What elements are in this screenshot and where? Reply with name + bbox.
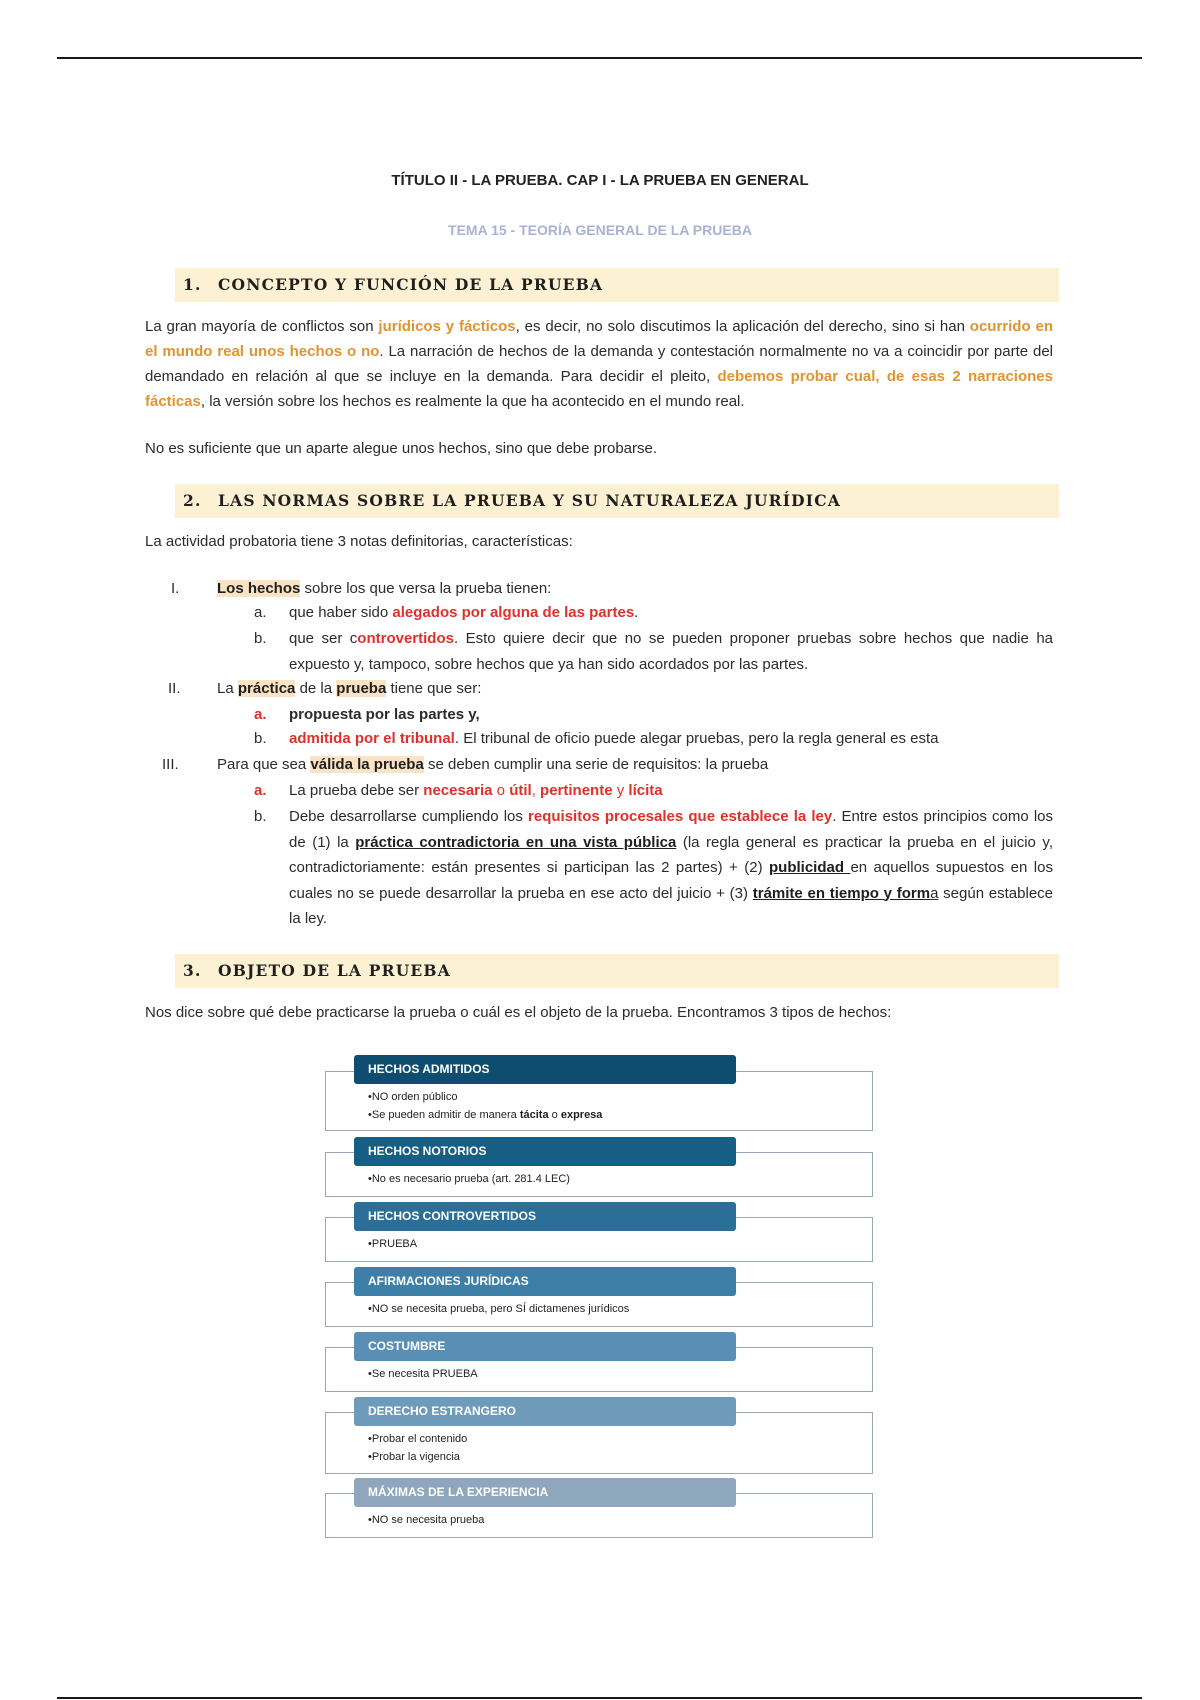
list-item-iii (217, 752, 1053, 777)
section-1-paragraph-2: No es suficiente que un aparte alegue unos hechos, sino que debe probarse. (145, 440, 658, 457)
highlight-text: alegados por alguna de las partes (392, 604, 635, 621)
text: •Se pueden admitir de manera (368, 1109, 520, 1121)
section-1-heading (175, 268, 1059, 302)
list-item-i-a (289, 600, 1053, 625)
document-subtitle: TEMA 15 - TEORÍA GENERAL DE LA PRUEBA (448, 222, 752, 238)
underlined-text: trámite en tiempo y form (752, 884, 931, 902)
diagram-line: •Probar el contenido (368, 1433, 468, 1445)
text: en aquellos supuestos en los cuales no se puede desarrollar la prueba en ese acto del juicio + (3) (289, 859, 1053, 902)
diagram-line: •NO se necesita prueba (368, 1514, 485, 1526)
text: . Entre estos principios como los de (1) la (289, 808, 1053, 851)
highlight-text: ocurrido en el mundo real unos hechos o no (145, 318, 1053, 360)
highlight-text: debemos probar cual, de esas 2 narraciones fácticas (145, 368, 1053, 410)
text: La prueba debe ser (289, 782, 424, 799)
text: de la (295, 680, 337, 697)
list-item-ii-b (289, 726, 1053, 751)
text: o (492, 782, 510, 799)
diagram-label: AFIRMACIONES JURÍDICAS (354, 1267, 736, 1296)
text: (la regla general es practicar la prueba en el juicio y, contradictoriamente: están presentes si participan las 2 partes) + (2) (289, 833, 1053, 876)
diagram-label: DERECHO ESTRANGERO (354, 1397, 736, 1426)
list-item-iii-b (289, 804, 1053, 932)
diagram-line: •No es necesario prueba (art. 281.4 LEC) (368, 1173, 570, 1185)
section-2-intro: La actividad probatoria tiene 3 notas definitorias, características: (145, 533, 573, 550)
text: tácita (519, 1109, 549, 1121)
highlight-text: lícita (628, 782, 663, 799)
highlight-text: requisitos procesales que establece la ley (528, 808, 833, 825)
highlight-text: necesaria (423, 782, 493, 799)
list-marker: a. (254, 782, 267, 799)
underlined-text: práctica contradictoria en una vista pública (355, 833, 677, 851)
section-number: 1. (183, 275, 202, 294)
diagram-line: •Probar la vigencia (368, 1451, 460, 1463)
text: y (612, 782, 629, 799)
diagram-item-text (368, 1365, 478, 1383)
text: , (531, 782, 541, 799)
diagram-line: •NO orden público (368, 1091, 458, 1103)
text: expresa (560, 1109, 603, 1121)
diagram-item-text (368, 1235, 417, 1253)
diagram-item-text (368, 1088, 602, 1124)
list-marker: a. (254, 706, 267, 723)
section-3-heading (175, 954, 1059, 988)
section-number: 3. (183, 961, 202, 980)
section-title: OBJETO DE LA PRUEBA (218, 961, 451, 980)
highlight-text: ontrovertidos (357, 630, 454, 647)
list-marker: b. (254, 730, 267, 747)
text: , la versión sobre los hechos es realmente la que ha acontecido en el mundo real. (200, 393, 745, 410)
text: La (217, 680, 238, 697)
diagram-line (368, 1106, 602, 1124)
list-marker: b. (254, 808, 267, 825)
text: . Esto quiere decir que no se pueden proponer pruebas sobre hechos que nadie ha expuesto y, tampoco, sobre hechos que ya han sido acordados por las partes. (289, 630, 1053, 673)
diagram-label: HECHOS CONTROVERTIDOS (354, 1202, 736, 1231)
list-marker: a. (254, 604, 267, 621)
text: sobre los que versa la prueba tienen: (300, 580, 552, 597)
diagram-line: •PRUEBA (368, 1238, 418, 1250)
list-item-iii-a (289, 778, 1053, 803)
diagram-line: •Se necesita PRUEBA (368, 1368, 478, 1380)
section-2-heading (175, 484, 1059, 518)
section-3-intro: Nos dice sobre qué debe practicarse la prueba o cuál es el objeto de la prueba. Encontramos 3 tipos de hechos: (145, 1004, 892, 1021)
section-number: 2. (183, 491, 202, 510)
diagram-label: MÁXIMAS DE LA EXPERIENCIA (354, 1478, 736, 1507)
highlight-text: admitida por el tribunal (289, 730, 455, 747)
text: según establece la ley. (289, 884, 1054, 927)
list-item-ii-a: propuesta por las partes y, (289, 706, 480, 723)
text: se deben cumplir una serie de requisitos: la prueba (423, 756, 769, 773)
highlight-text: pertinente (540, 782, 613, 799)
section-1-paragraph-1 (145, 314, 1053, 414)
text: que haber sido (289, 604, 393, 621)
text: . (634, 604, 639, 621)
highlight-text: Los hechos (217, 580, 301, 597)
text: . La narración de hechos de la demanda y contestación normalmente no va a coincidir por parte del demandado en relación al que se incluye en la demanda. Para decidir el pleito, (145, 343, 1053, 385)
text: Para que sea (217, 756, 311, 773)
list-item-i-b (289, 626, 1053, 677)
list-item-i (217, 576, 1053, 601)
document-title: TÍTULO II - LA PRUEBA. CAP I - LA PRUEBA EN GENERAL (391, 172, 809, 189)
text: que ser c (289, 630, 358, 647)
list-marker: b. (254, 630, 267, 647)
text: o (548, 1109, 561, 1121)
diagram-label: COSTUMBRE (354, 1332, 736, 1361)
list-marker: II. (168, 680, 181, 697)
text: , es decir, no solo discutimos la aplicación del derecho, sino si han (515, 318, 970, 335)
highlight-text: prueba (336, 680, 387, 697)
list-marker: III. (162, 756, 179, 773)
text: La gran mayoría de conflictos son (145, 318, 379, 335)
text: a (930, 884, 939, 902)
list-item-ii (217, 676, 1053, 701)
text: Debe desarrollarse cumpliendo los (289, 808, 529, 825)
diagram-item-text (368, 1170, 570, 1188)
diagram-item-text (368, 1430, 467, 1466)
diagram-item-text (368, 1511, 484, 1529)
highlight-text: práctica (237, 680, 296, 697)
diagram-label: HECHOS NOTORIOS (354, 1137, 736, 1166)
bottom-rule (57, 1697, 1142, 1699)
diagram-label: HECHOS ADMITIDOS (354, 1055, 736, 1084)
text: tiene que ser: (386, 680, 482, 697)
diagram-line: •NO se necesita prueba, pero SÍ dictamenes jurídicos (368, 1303, 630, 1315)
highlight-text: válida la prueba (310, 756, 424, 773)
diagram-item-text (368, 1300, 629, 1318)
highlight-text: útil (509, 782, 532, 799)
list-marker: I. (171, 580, 180, 597)
section-title: LAS NORMAS SOBRE LA PRUEBA Y SU NATURALEZA JURÍDICA (218, 491, 841, 510)
highlight-text: jurídicos y fácticos (378, 318, 516, 335)
underlined-text: publicidad (769, 859, 851, 876)
section-title: CONCEPTO Y FUNCIÓN DE LA PRUEBA (218, 275, 604, 294)
top-rule (57, 57, 1142, 59)
text: . El tribunal de oficio puede alegar pruebas, pero la regla general es esta (454, 730, 939, 747)
